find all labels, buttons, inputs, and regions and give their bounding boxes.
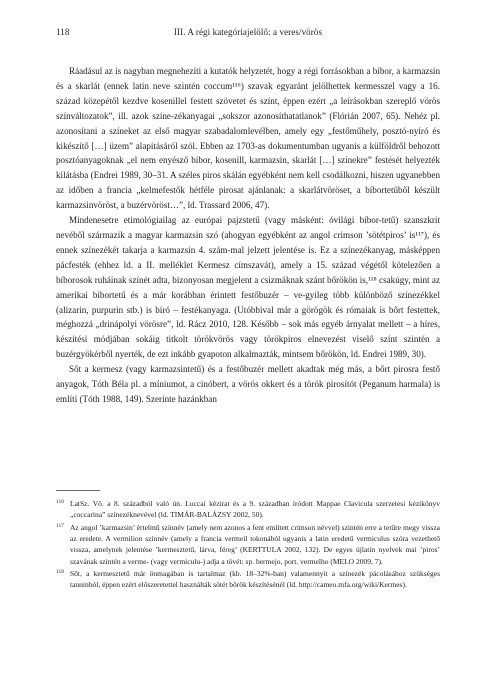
footnote: [56, 568, 440, 590]
footnote-text: LatSz. Vö. a 8. századból való ún. Luccai kézirat és a 9. században íródott Mappae Clavicula szerzetesi kézikönyv „coccarina” színezéknevével (ld. TIMÁR-BALÁZSY 2002, 50).: [70, 499, 440, 520]
page-number: 118: [56, 27, 70, 37]
footnote-number: 118: [56, 569, 65, 576]
paragraph: Sőt a kermesz (vagy karmazsintetű) és a festőbuzér mellett akadtak még más, a bőrt pirosra festő anyagok, Tóth Béla pl. a míniumot, a cinóbert, a vörös okkert és a török pirosítót (Peganum harmala) is említi (Tóth 1988, 149). Szerinte hazánkban: [56, 364, 440, 404]
footnote-number: 117: [56, 522, 65, 529]
chapter-title: III. A régi kategóriajelölő: a veres/vörös: [173, 27, 323, 37]
running-header: [56, 27, 440, 41]
footnote-number: 116: [56, 499, 65, 505]
footnote-text: Az angol ’karmazsin’ értelmű színnév (amely nem azonos a fent említett crimson névvel) szintén erre a tetűre megy vissza az eredete. A vermilion színnév (amely a francia vermeil tokonából ugyanis a latin eredetű vermiculus szóra vezethető vissza, amelynek jelentése ’kermesztetű, lárva, féreg’ (KERTTULA 2002, 132). De egyes újlatin nyelvek mai ’piros’ szavának szintén a verme- (vagy vermiculu-) adja a tövét: sp. bermejo, port. vermelho (MELO 2009, 7).: [70, 522, 440, 566]
footnote: [56, 498, 440, 520]
footnote-divider: [56, 490, 100, 491]
paragraph: Mindenesetre etimológiailag az európai pajzstetű (vagy másként: óvilági bíbor-tetű) szanszkrit nevéből származik a magyar karmazsin szó (ahogyan egyébként az angol crimson ’sötétpiros’ is¹¹⁷), és ennek színezékét takarja a karmazsin 4. szám-mal jelzett jelentése is. Ez a színezékanyag, másképpen pácfesték (ehhez ld. a II. melléklet Kermesz címszavát), amely a 15. század végétől kötelezően a bíborosok ruháinak színét adta, bizonyosan megjelent a csizmáknak szánt bőrökön is,¹¹⁸ csakúgy, mint az amerikai bíbortetű és a már korábban érintett festőbuzér – ve-gyileg több különböző színezékkel (alizarin, purpurin stb.) is bíró – festékanyaga. (Utóbbival már a görögök és rómaiak is bőrt festettek, méghozzá „drinápolyi vörösre”, ld. Rácz 2010, 128. Később – sok más egyéb árnyalat mellett – a híres, készítési módjában sokáig titkolt törökvörös vagy törökpiros elnevezést viselő színt szintén a buzérgyökérből nyerték, de ezt inkább gyapoton alkalmazták, mintsem bőrökön, ld. Endrei 1989, 30).: [56, 215, 440, 360]
paragraph: Ráadásul az is nagyban megnehezíti a kutatók helyzetét, hogy a régi forrásokban a bíbor, a karmazsin és a skarlát (ennek latin neve szintén coccum¹¹⁶) szavak egyaránt jelölhettek kermesszel vagy a 16. század közepétől kezdve kosenillel festett szövetet és színt, éppen ezért „a leírásokban szereplő vörös színváltozatok”, ill. azok színe-zékanyagai „sokszor azonosíthatatlanok” (Flórián 2007, 65). Nehéz pl. azonosítani a színeket az első magyar szabadalomlevélben, amely egy „festőműhely, posztó-nyíró és kikészítő […] üzem” alapításáról szól. Ebben az 1703-as dokumentumban ugyanis a külföldről behozott posztóanyagoknak „el nem enyésző bíbor, kosenill, karmazsin, skarlát […] színekre” festését helyezték kilátásba (Endrei 1989, 30–31. A széles piros skálán egyébként nem kell csodálkozni, hiszen ugyanebben az időben a francia „kelmefestők hétféle pirosat ajánlanak: a skarlátvöröset, a bíbortetűből készült karmazsinvöröst, a buzérvöröst…”, ld. Trassard 2006, 47).: [56, 66, 440, 211]
footnotes: [56, 498, 440, 592]
footnote: [56, 522, 440, 567]
footnote-text: Sőt, a kermesztetű már önmagában is tartalmaz (kb. 18–32%-ban) valamennyit a színezék pácolásához szükséges tanninból, éppen ezért előszeretettel használták sötét bőrök készítésénél (ld. http://cameo.mfa.org/wiki/Kermes).: [70, 569, 440, 590]
body-text: [56, 64, 440, 407]
